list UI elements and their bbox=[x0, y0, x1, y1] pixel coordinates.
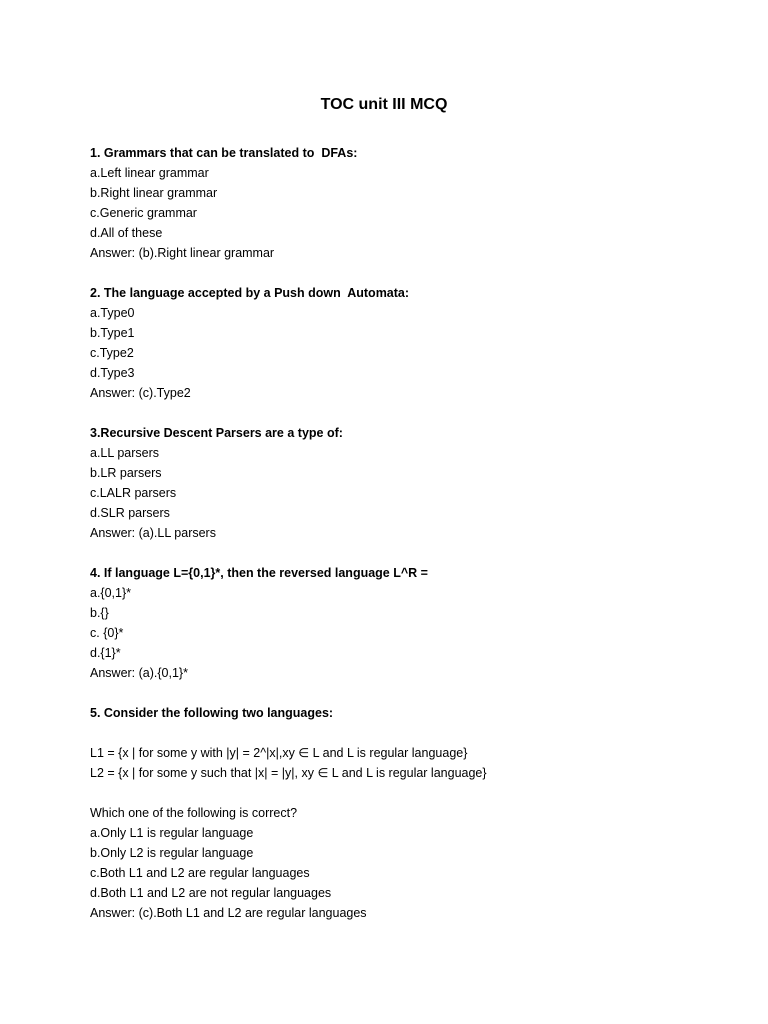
answer-text: Answer: (a).LL parsers bbox=[90, 526, 216, 540]
option-a: a.Only L1 is regular language bbox=[90, 826, 254, 840]
question-block-5 bbox=[90, 703, 730, 923]
option-d: d.Type3 bbox=[90, 366, 135, 380]
option-b: b.Only L2 is regular language bbox=[90, 846, 254, 860]
question-block-4 bbox=[90, 563, 730, 683]
answer-text: Answer: (b).Right linear grammar bbox=[90, 246, 275, 260]
spacer bbox=[90, 723, 730, 743]
answer-text: Answer: (a).{0,1}* bbox=[90, 666, 188, 680]
option-c: c.Type2 bbox=[90, 346, 134, 360]
option-c: c.Generic grammar bbox=[90, 206, 197, 220]
option-d: d.{1}* bbox=[90, 646, 121, 660]
option-a: a.LL parsers bbox=[90, 446, 160, 460]
language-l2-definition: L2 = {x | for some y such that |x| = |y|, xy ∈ L and L is regular language} bbox=[90, 766, 487, 780]
document-title: TOC unit III MCQ bbox=[320, 96, 448, 113]
option-c: c.Both L1 and L2 are regular languages bbox=[90, 866, 310, 880]
option-a: a.{0,1}* bbox=[90, 586, 132, 600]
question-text: 5. Consider the following two languages: bbox=[90, 706, 334, 720]
language-l1-definition: L1 = {x | for some y with |y| = 2^|x|,xy ∈ L and L is regular language} bbox=[90, 746, 468, 760]
option-b: b.Type1 bbox=[90, 326, 135, 340]
answer-text: Answer: (c).Type2 bbox=[90, 386, 191, 400]
question-text: 3.Recursive Descent Parsers are a type of: bbox=[90, 426, 343, 440]
option-d: d.SLR parsers bbox=[90, 506, 170, 520]
option-b: b.LR parsers bbox=[90, 466, 162, 480]
question-text: 4. If language L={0,1}*, then the reversed language L^R = bbox=[90, 566, 428, 580]
option-b: b.Right linear grammar bbox=[90, 186, 218, 200]
option-d: d.Both L1 and L2 are not regular languages bbox=[90, 886, 332, 900]
question-text: 1. Grammars that can be translated to DFAs: bbox=[90, 146, 358, 160]
question-list bbox=[90, 143, 730, 943]
question-text: 2. The language accepted by a Push down Automata: bbox=[90, 286, 410, 300]
option-c: c.LALR parsers bbox=[90, 486, 177, 500]
question-prompt: Which one of the following is correct? bbox=[90, 806, 298, 820]
option-a: a.Left linear grammar bbox=[90, 166, 209, 180]
spacer bbox=[90, 783, 730, 803]
answer-text: Answer: (c).Both L1 and L2 are regular languages bbox=[90, 906, 367, 920]
question-block-3 bbox=[90, 423, 730, 543]
question-block-1 bbox=[90, 143, 730, 263]
question-block-2 bbox=[90, 283, 730, 403]
option-a: a.Type0 bbox=[90, 306, 135, 320]
option-d: d.All of these bbox=[90, 226, 163, 240]
option-b: b.{} bbox=[90, 606, 109, 620]
option-c: c. {0}* bbox=[90, 626, 124, 640]
